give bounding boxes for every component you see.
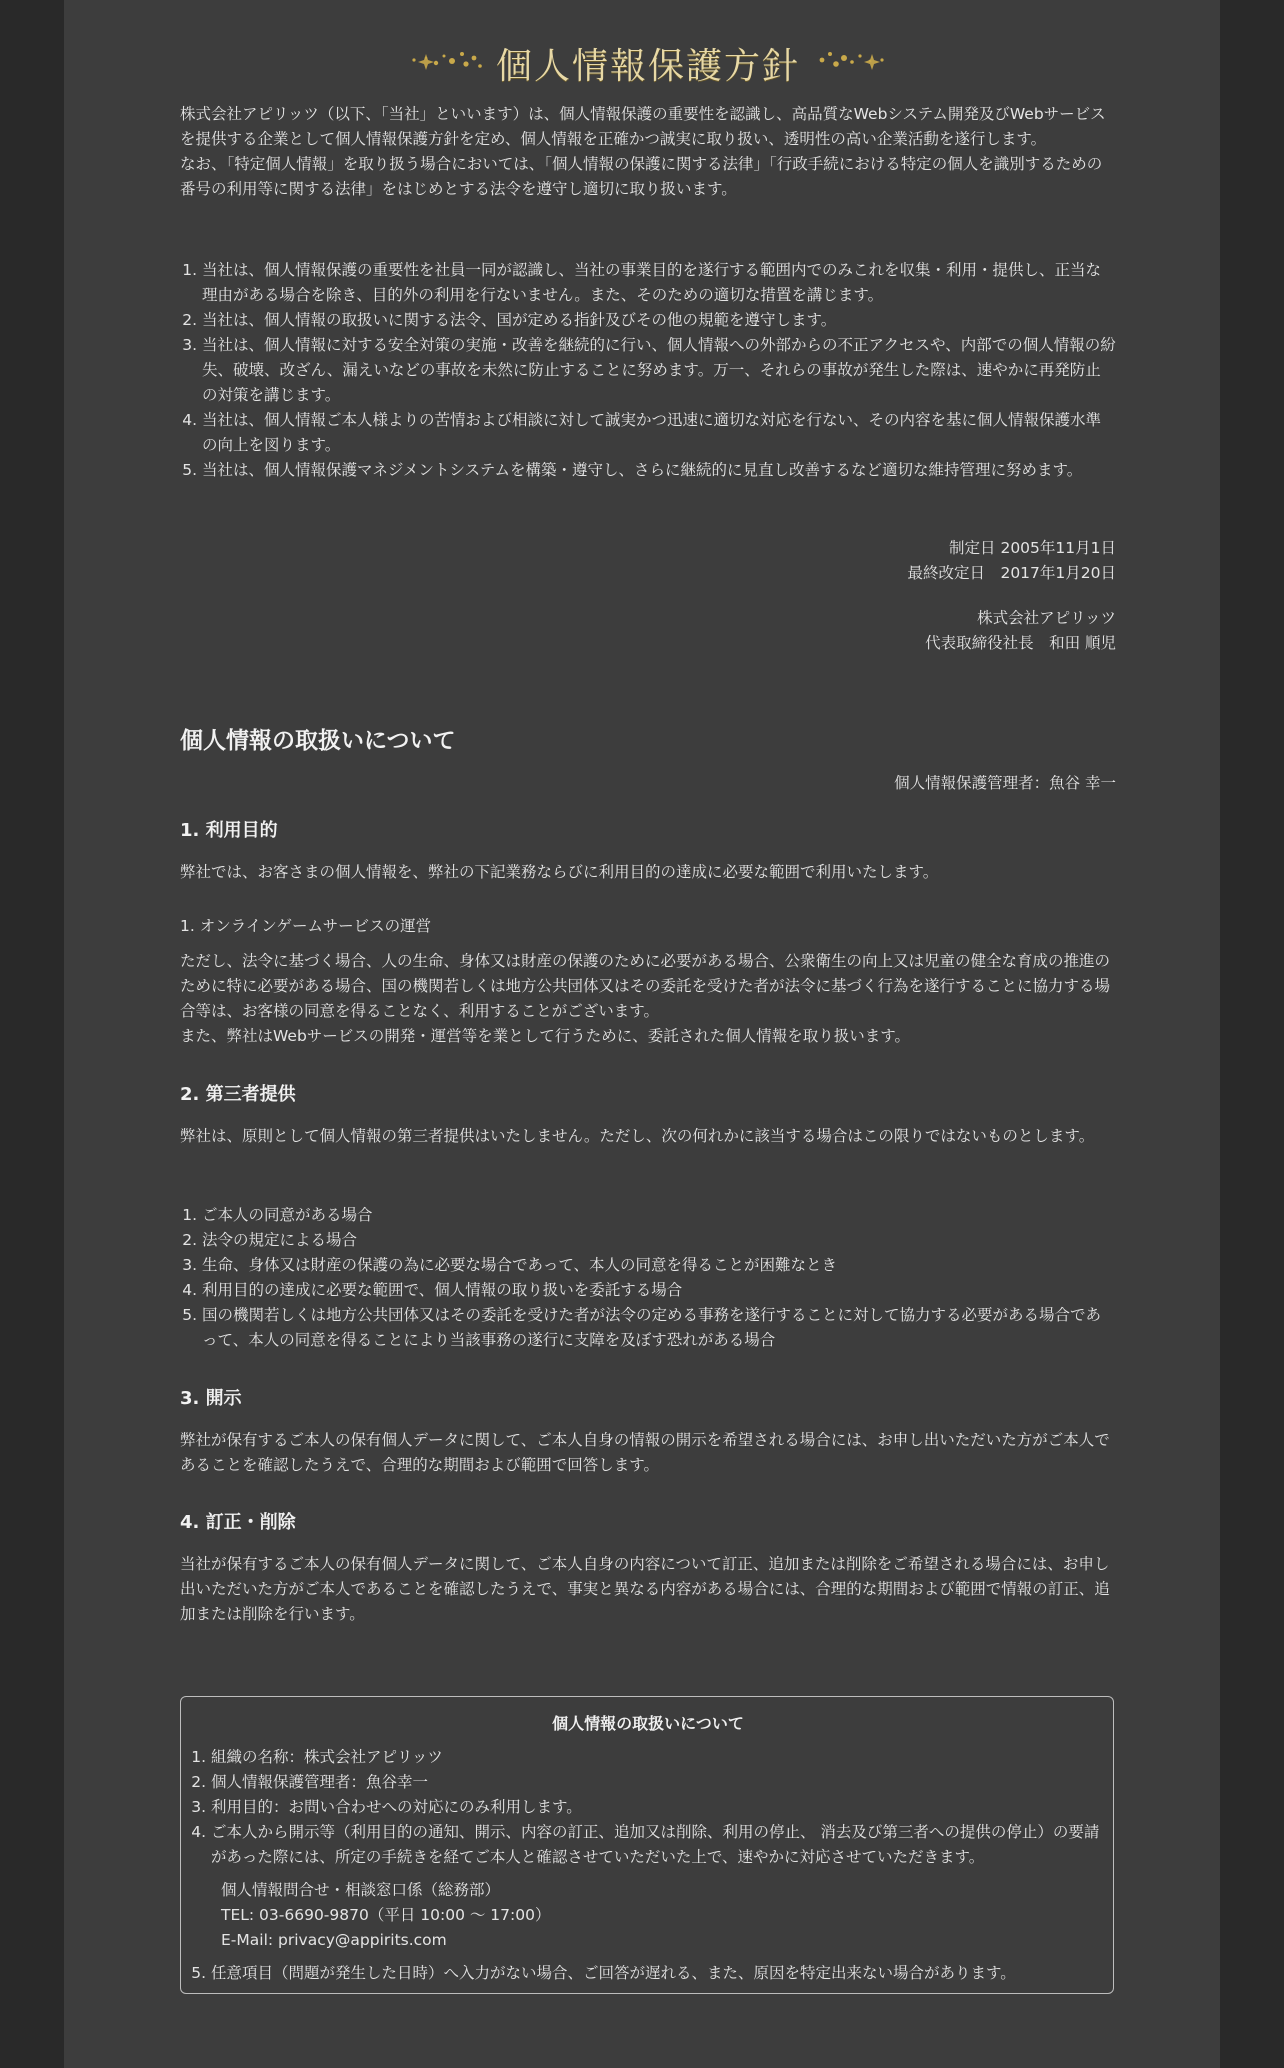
list-item	[211, 1820, 1111, 1953]
intro-section	[180, 102, 1116, 202]
section-1-paragraph-2: ただし、法令に基づく場合、人の生命、身体又は財産の保護のために必要がある場合、公衆衛生の向上又は児童の健全な育成の推進のために特に必要がある場合、国の機関若しくは地方公共団体又はその委託を受けた者が法令に基づく行為を遂行することに協力する場合等は、お客様の同意を得ることなく、利用することがございます。	[180, 952, 1111, 1020]
list-item: 2. 個人情報保護管理者：魚谷幸一	[211, 1770, 1111, 1795]
signature-section	[180, 606, 1160, 656]
section-1-item-text: 1. オンラインゲームサービスの運営	[180, 917, 432, 935]
list-item: 3. 当社は、個人情報に対する安全対策の実施・改善を継続的に行い、個人情報への外部からの不正アクセスや、内部での個人情報の紛失、破壊、改ざん、漏えいなどの事故を未然に防止することに努めます。万一、それらの事故が発生した際は、速やかに再発防止の対策を講じます。	[202, 333, 1116, 408]
list-item: 5. 任意項目（問題が発生した日時）へ入力がない場合、ご回答が遅れる、また、原因を特定出来ない場合があります。	[211, 1961, 1111, 1986]
intro-paragraph-1: 株式会社アピリッツ（以下、「当社」といいます）は、個人情報保護の重要性を認識し、高品質なWebシステム開発及びWebサービスを提供する企業として個人情報保護方針を定め、個人情報を正確かつ誠実に取り扱い、透明性の高い企業活動を遂行します。	[180, 105, 1106, 148]
policy-list-section	[180, 258, 1116, 483]
contact-department: 個人情報問合せ・相談窓口係（総務部）	[221, 1881, 501, 1899]
list-item: 1. 組織の名称：株式会社アピリッツ	[211, 1745, 1111, 1770]
section-2-intro	[180, 1124, 1116, 1149]
section-4-title: 4. 訂正・削除	[180, 1512, 296, 1533]
list-item: 4. 利用目的の達成に必要な範囲で、個人情報の取り扱いを委託する場合	[202, 1278, 1116, 1303]
section-1-paragraph-3: また、弊社はWebサービスの開発・運営等を業として行うために、委託された個人情報を取り扱います。	[180, 1027, 911, 1045]
list-item: 5. 国の機関若しくは地方公共団体又はその委託を受けた者が法令の定める事務を遂行することに対して協力する必要がある場合であって、本人の同意を得ることにより当該事務の遂行に支障を及ぼす恐れがある場合	[202, 1303, 1116, 1353]
list-item: 1. ご本人の同意がある場合	[202, 1203, 1116, 1228]
enacted-date: 制定日 2005年11月1日	[949, 539, 1116, 557]
contact-phone: TEL: 03-6690-9870（平日 10:00 ～ 17:00）	[221, 1906, 551, 1924]
policy-list	[180, 258, 1116, 483]
signature-representative: 代表取締役社長 和田 順児	[925, 634, 1116, 652]
handling-title: 個人情報の取扱いについて	[180, 728, 456, 754]
box-title: 個人情報の取扱いについて	[552, 1714, 744, 1733]
section-1-paragraph: 弊社では、お客さまの個人情報を、弊社の下記業務ならびに利用目的の達成に必要な範囲で利用いたします。	[180, 863, 939, 881]
section-1-intro	[180, 860, 1116, 885]
list-item: 2. 法令の規定による場合	[202, 1228, 1116, 1253]
handling-summary-box	[180, 1696, 1114, 1994]
section-1-details	[180, 949, 1116, 1049]
privacy-manager: 個人情報保護管理者：魚谷 幸一	[894, 774, 1116, 792]
list-item: 2. 当社は、個人情報の取扱いに関する法令、国が定める指針及びその他の規範を遵守します。	[202, 308, 1116, 333]
section-4-body	[180, 1552, 1116, 1627]
signature-company: 株式会社アピリッツ	[977, 609, 1116, 627]
list-item: 3. 利用目的：お問い合わせへの対応にのみ利用します。	[211, 1795, 1111, 1820]
section-2-list-wrap	[180, 1203, 1116, 1353]
dates-section	[180, 536, 1160, 586]
contact-email[interactable]: E-Mail: privacy@appirits.com	[221, 1931, 447, 1949]
revised-date: 最終改定日 2017年1月20日	[907, 564, 1116, 582]
section-4-paragraph: 当社が保有するご本人の保有個人データに関して、ご本人自身の内容について訂正、追加または削除をご希望される場合には、お申し出いただいた方がご本人であることを確認したうえで、事実と異なる内容がある場合には、合理的な期間および範囲で情報の訂正、追加または削除を行います。	[180, 1555, 1110, 1623]
section-1-item	[180, 914, 1116, 939]
contact-block	[221, 1878, 1111, 1953]
third-party-list	[180, 1203, 1116, 1353]
section-1-title: 1. 利用目的	[180, 820, 278, 841]
section-2-paragraph: 弊社は、原則として個人情報の第三者提供はいたしません。ただし、次の何れかに該当する場合はこの限りではないものとします。	[180, 1127, 1095, 1145]
title-banner	[180, 36, 1116, 86]
intro-paragraph-2: なお、「特定個人情報」を取り扱う場合においては、「個人情報の保護に関する法律」「行政手続における特定の個人を識別するための番号の利用等に関する法律」をはじめとする法令を遵守し適切に取り扱います。	[180, 155, 1103, 198]
box-list	[191, 1745, 1111, 1986]
page-container	[64, 0, 1220, 2068]
section-2-title: 2. 第三者提供	[180, 1084, 296, 1105]
list-item: 4. 当社は、個人情報ご本人様よりの苦情および相談に対して誠実かつ迅速に適切な対応を行ない、その内容を基に個人情報保護水準の向上を図ります。	[202, 408, 1116, 458]
section-3-body	[180, 1428, 1116, 1478]
list-item: 5. 当社は、個人情報保護マネジメントシステムを構築・遵守し、さらに継続的に見直し改善するなど適切な維持管理に努めます。	[202, 458, 1116, 483]
section-3-paragraph: 弊社が保有するご本人の保有個人データに関して、ご本人自身の情報の開示を希望される場合には、お申し出いただいた方がご本人であることを確認したうえで、合理的な期間および範囲で回答します。	[180, 1431, 1110, 1474]
disclosure-text: ご本人から開示等（利用目的の通知、開示、内容の訂正、追加又は削除、利用の停止、 消去及び第三者への提供の停止）の要請があった際には、所定の手続きを経てご本人と確認させていただいた上で、速やかに対応させていただきます。	[211, 1823, 1100, 1866]
list-item: 1. 当社は、個人情報保護の重要性を社員一同が認識し、当社の事業目的を遂行する範囲内でのみこれを収集・利用・提供し、正当な理由がある場合を除き、目的外の利用を行ないません。また、そのための適切な措置を講じます。	[202, 258, 1116, 308]
list-item: 3. 生命、身体又は財産の保護の為に必要な場合であって、本人の同意を得ることが困難なとき	[202, 1253, 1116, 1278]
page-title: 個人情報保護方針	[495, 46, 800, 87]
section-3-title: 3. 開示	[180, 1388, 242, 1409]
